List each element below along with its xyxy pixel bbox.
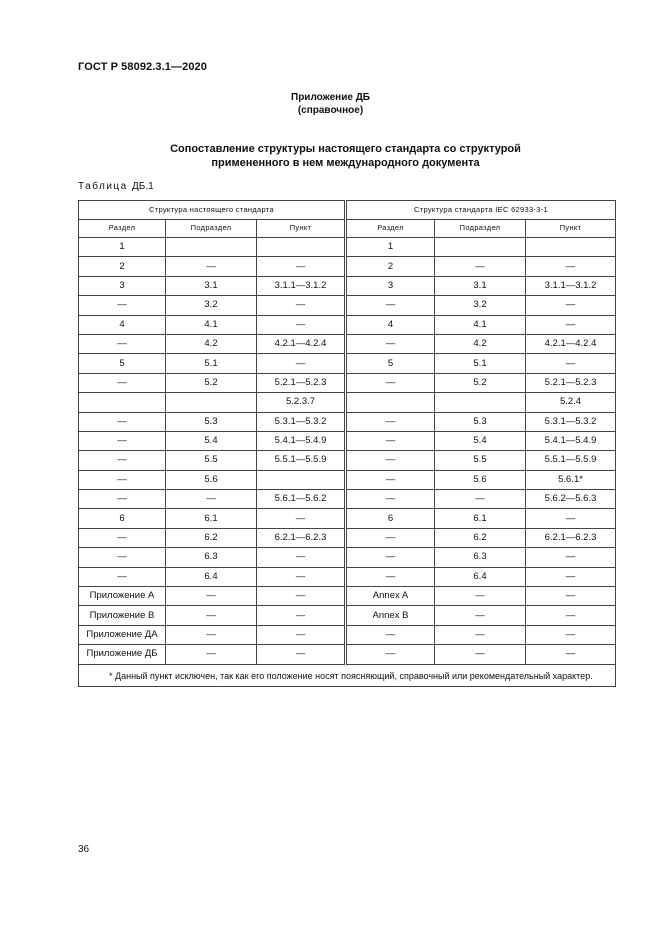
table-cell: 1	[79, 238, 166, 257]
table-cell: —	[79, 373, 166, 392]
appendix-subtitle: (справочное)	[297, 105, 364, 116]
table-cell: 1	[346, 238, 435, 257]
table-cell: Приложение ДА	[79, 625, 166, 644]
table-row	[79, 528, 616, 547]
table-cell	[257, 470, 346, 489]
table-cell: —	[346, 548, 435, 567]
table-cell: —	[346, 334, 435, 353]
table-cell: 6.4	[435, 567, 526, 586]
table-row	[79, 606, 616, 625]
page-number: 36	[78, 844, 90, 855]
table-footnote-row	[79, 664, 616, 686]
table-cell: 5.4	[166, 431, 257, 450]
table-cell: —	[257, 296, 346, 315]
table-cell: 6.4	[166, 567, 257, 586]
table-cell: —	[79, 412, 166, 431]
table-cell: 6.3	[166, 548, 257, 567]
column-header: Пункт	[526, 219, 616, 238]
table-cell: —	[257, 509, 346, 528]
table-cell: —	[79, 567, 166, 586]
table-cell	[526, 238, 616, 257]
table-cell: 3.1	[166, 276, 257, 295]
table-cell: —	[257, 354, 346, 373]
table-cell: 5.2	[166, 373, 257, 392]
group-header-international: Структура стандарта IEC 62933-3-1	[346, 201, 616, 220]
table-row	[79, 238, 616, 257]
table-cell: Приложение В	[79, 606, 166, 625]
table-cell: 6.2.1—6.2.3	[526, 528, 616, 547]
table-cell: —	[257, 587, 346, 606]
table-cell: 5.2.1—5.2.3	[526, 373, 616, 392]
table-row	[79, 509, 616, 528]
table-label-word: Таблица	[78, 181, 128, 192]
table-cell: —	[435, 625, 526, 644]
table-cell: 5.2.4	[526, 393, 616, 412]
table-cell: 3.1.1—3.1.2	[257, 276, 346, 295]
table-cell: —	[435, 587, 526, 606]
table-cell	[346, 393, 435, 412]
table-cell: 6	[79, 509, 166, 528]
table-cell: 2	[79, 257, 166, 276]
table-cell: 5.5	[166, 451, 257, 470]
table-cell: 6	[346, 509, 435, 528]
table-cell: 5.2.3.7	[257, 393, 346, 412]
table-group-header-row	[79, 201, 616, 220]
table-cell: —	[435, 490, 526, 509]
table-cell: 5.3	[435, 412, 526, 431]
document-title-line: Сопоставление структуры настоящего стандарта со структурой	[170, 143, 521, 155]
table-cell: —	[526, 315, 616, 334]
table-cell: —	[526, 257, 616, 276]
table-cell: 5.3.1—5.3.2	[257, 412, 346, 431]
document-title	[0, 143, 661, 170]
table-cell: Annex B	[346, 606, 435, 625]
table-cell: —	[346, 528, 435, 547]
table-cell: —	[346, 373, 435, 392]
table-cell: —	[257, 315, 346, 334]
table-cell: 5.3	[166, 412, 257, 431]
table-cell: —	[526, 587, 616, 606]
table-row	[79, 276, 616, 295]
table-cell: —	[79, 431, 166, 450]
table-cell: —	[346, 645, 435, 664]
table-cell: 3	[79, 276, 166, 295]
table-cell: 4.2.1—4.2.4	[526, 334, 616, 353]
table-row	[79, 257, 616, 276]
table-row	[79, 625, 616, 644]
table-cell: 5	[346, 354, 435, 373]
table-cell: —	[79, 470, 166, 489]
table-cell: 4.1	[435, 315, 526, 334]
table-cell: —	[526, 645, 616, 664]
table-cell: —	[526, 606, 616, 625]
table-cell: 4.2	[166, 334, 257, 353]
table-cell: —	[79, 451, 166, 470]
column-header: Пункт	[257, 219, 346, 238]
table-cell: 6.3	[435, 548, 526, 567]
table-cell: 5.6.1—5.6.2	[257, 490, 346, 509]
table-cell: —	[166, 645, 257, 664]
table-cell: —	[257, 257, 346, 276]
table-footnote: * Данный пункт исключен, так как его положение носят поясняющий, справочный или рекомендательный характер.	[79, 664, 616, 686]
table-row	[79, 548, 616, 567]
table-cell: 3.2	[435, 296, 526, 315]
table-cell: Приложение А	[79, 587, 166, 606]
table-cell	[166, 238, 257, 257]
table-cell: —	[526, 567, 616, 586]
appendix-title: Приложение ДБ	[291, 92, 370, 103]
table-row	[79, 334, 616, 353]
table-cell: 2	[346, 257, 435, 276]
comparison-table	[78, 200, 616, 687]
column-header: Раздел	[79, 219, 166, 238]
table-cell: 4.2.1—4.2.4	[257, 334, 346, 353]
table-cell: —	[257, 625, 346, 644]
table-cell: 5.6	[166, 470, 257, 489]
table-label	[78, 181, 154, 192]
table-row	[79, 373, 616, 392]
table-cell: —	[346, 451, 435, 470]
table-cell: —	[346, 412, 435, 431]
table-cell	[79, 393, 166, 412]
table-row	[79, 296, 616, 315]
table-cell: 5.2.1—5.2.3	[257, 373, 346, 392]
table-cell: 5.4	[435, 431, 526, 450]
table-cell: —	[257, 645, 346, 664]
table-cell: —	[346, 431, 435, 450]
table-cell: 4	[346, 315, 435, 334]
table-cell: 5.4.1—5.4.9	[526, 431, 616, 450]
table-row	[79, 393, 616, 412]
table-cell: 3.1	[435, 276, 526, 295]
table-cell: —	[526, 509, 616, 528]
table-cell: 5.5.1—5.5.9	[257, 451, 346, 470]
table-cell: —	[79, 528, 166, 547]
table-cell: 5.5.1—5.5.9	[526, 451, 616, 470]
document-code: ГОСТ Р 58092.3.1—2020	[78, 61, 207, 73]
table-cell	[435, 393, 526, 412]
table-cell: —	[346, 296, 435, 315]
table-cell: —	[346, 567, 435, 586]
table-cell: —	[166, 257, 257, 276]
column-header: Подраздел	[435, 219, 526, 238]
table-cell: —	[526, 296, 616, 315]
table-cell: 6.2.1—6.2.3	[257, 528, 346, 547]
table-cell: 6.1	[435, 509, 526, 528]
table-cell: 6.2	[166, 528, 257, 547]
table-row	[79, 315, 616, 334]
table-cell: —	[257, 606, 346, 625]
table-cell: —	[526, 548, 616, 567]
table-cell: 3	[346, 276, 435, 295]
group-header-national: Структура настоящего стандарта	[79, 201, 346, 220]
table-cell: 5.3.1—5.3.2	[526, 412, 616, 431]
table-cell: —	[346, 470, 435, 489]
table-cell: 4.2	[435, 334, 526, 353]
table-cell: 5.1	[435, 354, 526, 373]
table-cell: —	[166, 625, 257, 644]
table-cell: 5.6	[435, 470, 526, 489]
table-cell: —	[526, 354, 616, 373]
table-cell: 3.1.1—3.1.2	[526, 276, 616, 295]
table-cell: 5.2	[435, 373, 526, 392]
table-cell: —	[526, 625, 616, 644]
table-cell: —	[435, 645, 526, 664]
table-cell: —	[257, 548, 346, 567]
table-cell: 3.2	[166, 296, 257, 315]
table-cell: —	[166, 587, 257, 606]
table-cell: —	[166, 490, 257, 509]
table-column-header-row	[79, 219, 616, 238]
table-cell: 5.6.1*	[526, 470, 616, 489]
table-cell: Annex A	[346, 587, 435, 606]
table-row	[79, 490, 616, 509]
table-cell: —	[166, 606, 257, 625]
table-cell: —	[79, 548, 166, 567]
table-cell: 6.1	[166, 509, 257, 528]
column-header: Подраздел	[166, 219, 257, 238]
appendix-heading	[0, 91, 661, 117]
table-cell: —	[435, 606, 526, 625]
table-cell: 5.5	[435, 451, 526, 470]
table-cell: —	[257, 567, 346, 586]
table-row	[79, 470, 616, 489]
table-row	[79, 431, 616, 450]
table-cell: —	[346, 625, 435, 644]
column-header: Раздел	[346, 219, 435, 238]
table-row	[79, 645, 616, 664]
table-row	[79, 451, 616, 470]
table-cell: —	[79, 296, 166, 315]
table-cell	[166, 393, 257, 412]
table-cell: 5	[79, 354, 166, 373]
table-cell	[257, 238, 346, 257]
table-cell: —	[79, 490, 166, 509]
table-cell: 5.1	[166, 354, 257, 373]
table-cell: 4	[79, 315, 166, 334]
table-cell: Приложение ДБ	[79, 645, 166, 664]
table-cell: 5.4.1—5.4.9	[257, 431, 346, 450]
document-title-line: примененного в нем международного документа	[211, 156, 480, 169]
table-row	[79, 587, 616, 606]
table-row	[79, 567, 616, 586]
table-row	[79, 412, 616, 431]
table-cell: —	[79, 334, 166, 353]
table-cell	[435, 238, 526, 257]
table-cell: 6.2	[435, 528, 526, 547]
table-cell: 4.1	[166, 315, 257, 334]
table-cell: —	[346, 490, 435, 509]
table-cell: 5.6.2—5.6.3	[526, 490, 616, 509]
table-cell: —	[435, 257, 526, 276]
table-label-number: ДБ.1	[132, 181, 154, 192]
table-row	[79, 354, 616, 373]
